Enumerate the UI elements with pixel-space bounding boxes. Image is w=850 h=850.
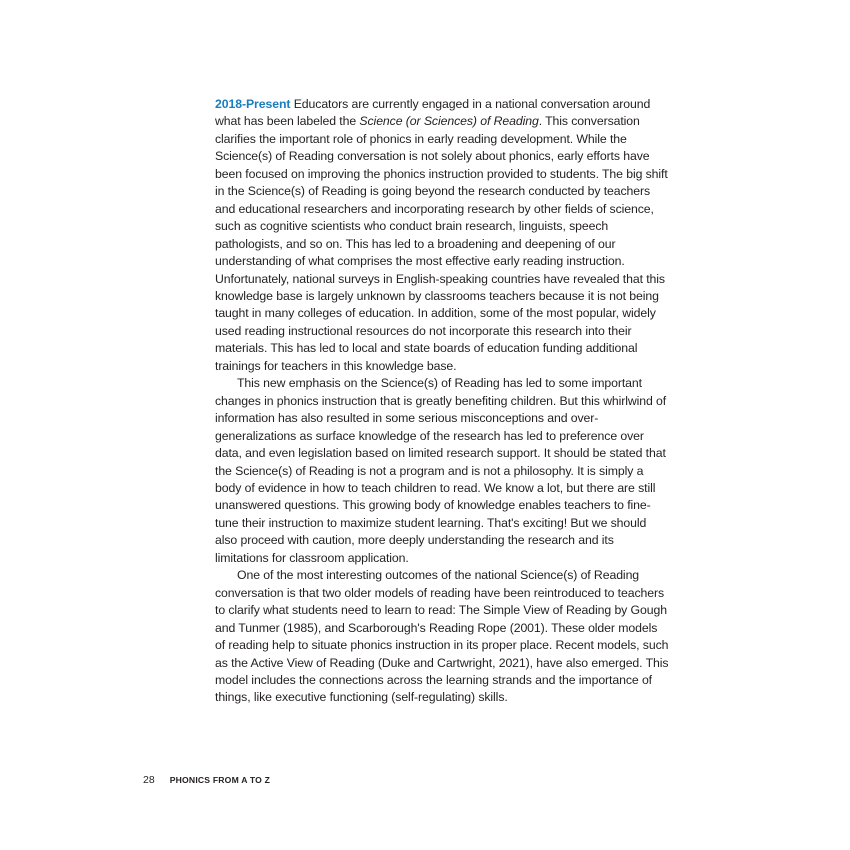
paragraph-1-text-a: Educators are currently engaged in a national conversation around what has been labeled the [215,97,651,129]
page-number: 28 [143,774,155,786]
paragraph-1 [215,96,670,375]
paragraph-1-text-b: . This conversation clarifies the important role of phonics in early reading development. While the Science(s) of Reading conversation is not solely about phonics, early efforts have been focused on improving the phonics instruction provided to students. The big shift in the Science(s) of Reading is going beyond the research conducted by teachers and educational researchers and incorporating research by other fields of science, such as cognitive scientists who conduct brain research, linguists, speech pathologists, and so on. This has led to a broadening and deepening of our understanding of what comprises the most effective early reading instruction. Unfortunately, national surveys in English-speaking countries have revealed that this knowledge base is largely unknown by classrooms teachers because it is not being taught in many colleges of education. In addition, some of the most popular, widely used reading instructional resources do not incorporate this research into their materials. This has led to local and state boards of education funding additional trainings for teachers in this knowledge base. [215,114,668,373]
paragraph-1-italic-term: Science (or Sciences) of Reading [359,114,539,129]
body-text [215,96,670,707]
paragraph-3: One of the most interesting outcomes of the national Science(s) of Reading conversation is that two older models of reading have been reintroduced to teachers to clarify what students need to learn to read: The Simple View of Reading by Gough and Tunmer (1985), and Scarborough's Reading Rope (2001). These older models of reading help to situate phonics instruction in its proper place. Recent models, such as the Active View of Reading (Duke and Cartwright, 2021), have also emerged. This model includes the connections across the learning strands and the importance of things, like executive functioning (self-regulating) skills. [215,568,669,705]
running-title: PHONICS FROM A TO Z [169,775,271,785]
paragraph-2: This new emphasis on the Science(s) of Reading has led to some important changes in phonics instruction that is greatly benefiting children. But this whirlwind of information has also resulted in some serious misconceptions and over-generalizations as surface knowledge of the research has led to preference over data, and even legislation based on limited research support. It should be stated that the Science(s) of Reading is not a program and is not a philosophy. It is simply a body of evidence in how to teach children to read. We know a lot, but there are still unanswered questions. This growing body of knowledge enables teachers to fine-tune their instruction to maximize student learning. That's exciting! But we should also proceed with caution, more deeply understanding the research and its limitations for classroom application. [215,376,667,565]
section-lead-heading: 2018-Present [215,97,291,111]
page-footer [143,774,270,786]
